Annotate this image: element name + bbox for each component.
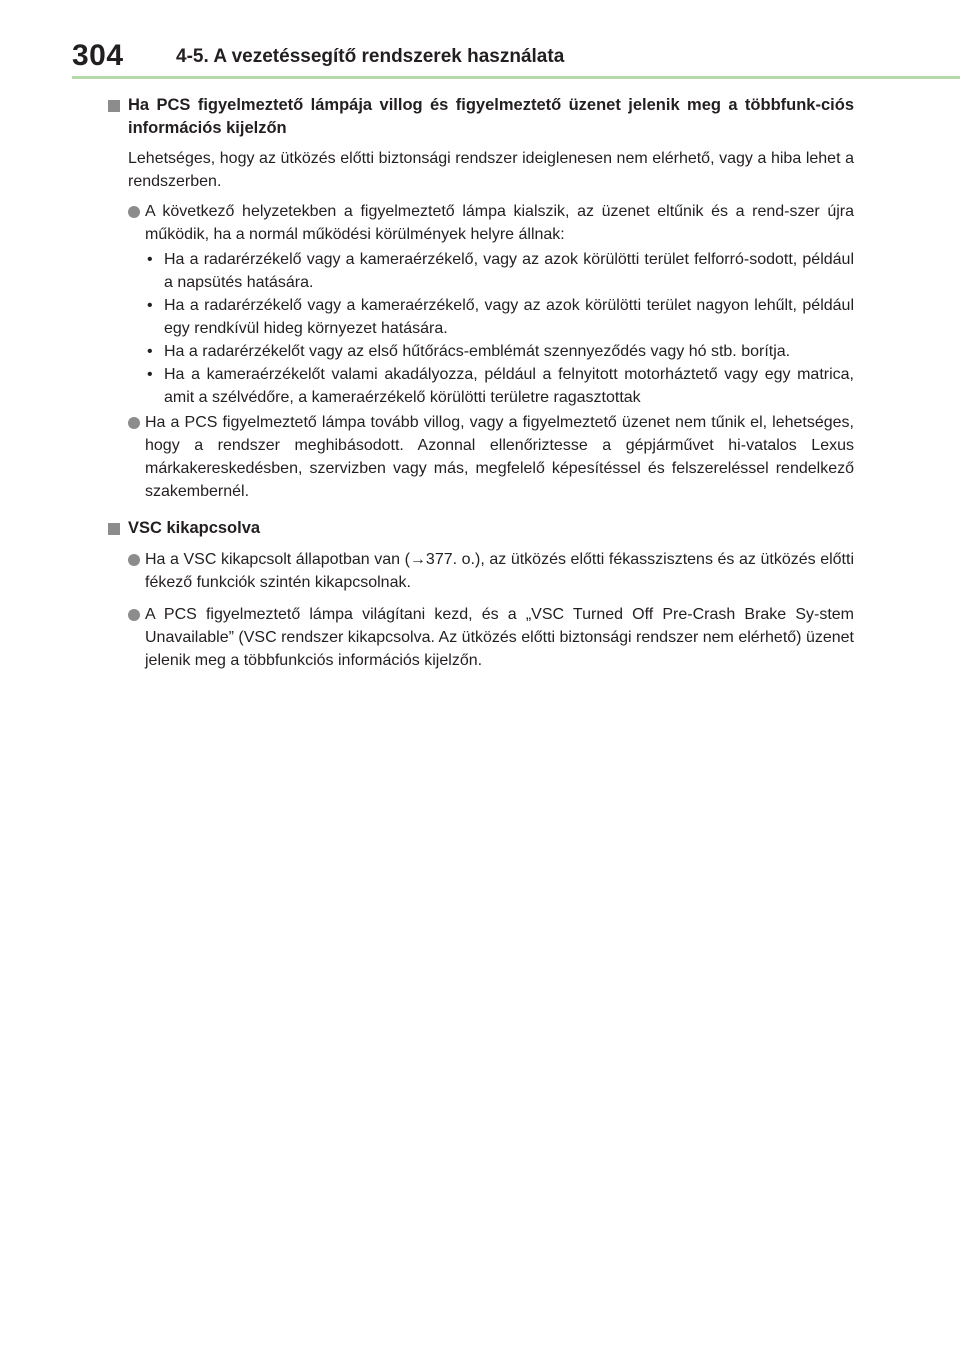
small-bullet-icon: • [147, 343, 153, 360]
small-bullet-icon: • [147, 366, 153, 383]
page-number: 304 [72, 39, 124, 72]
list-item [128, 548, 854, 594]
sub-item-text: Ha a radarérzékelőt vagy az első hűtőrács-emblémát szennyeződés vagy hó stb. borítja. [164, 343, 791, 360]
square-bullet-icon [108, 523, 120, 535]
sub-list-item [145, 294, 854, 340]
circle-bullet-icon [128, 554, 140, 566]
list-item [128, 603, 854, 672]
square-bullet-icon [108, 100, 120, 112]
sub-list-item [145, 248, 854, 294]
sub-item-text: Ha a kameraérzékelőt valami akadályozza, például a felnyitott motorháztető vagy egy matrica, amit a szélvédőre, a kameraérzékelő körülötti területre ragasztottak [164, 366, 854, 406]
small-bullet-icon: • [147, 297, 153, 314]
sub-list-item [145, 340, 854, 363]
small-bullet-icon: • [147, 251, 153, 268]
section-heading-vsc-off [108, 517, 854, 540]
circle-bullet-icon [128, 609, 140, 621]
list-item-text: Ha a VSC kikapcsolt állapotban van (→377. o.), az ütközés előtti fékasszisztens és az ütközés előtti fékező funkciók szintén kikapcsolnak. [145, 551, 854, 591]
page-header [0, 0, 960, 82]
circle-bullet-icon [128, 417, 140, 429]
list-item-text: Ha a PCS figyelmeztető lámpa tovább villog, vagy a figyelmeztető üzenet nem tűnik el, lehetséges, hogy a rendszer meghibásodott. Azonnal ellenőriztesse a gépjárművet hi-vatalos Lexus márkakereskedésben, szervizben vagy más, megfelelő képesítéssel és felszereléssel rendelkező szakembernél. [145, 414, 854, 500]
section-title: 4-5. A vezetéssegítő rendszerek használata [176, 46, 565, 67]
paragraph: Lehetséges, hogy az ütközés előtti biztonsági rendszer ideiglenesen nem elérhető, vagy a hiba lehet a rendszerben. [128, 150, 854, 190]
heading-text: Ha PCS figyelmeztető lámpája villog és figyelmeztető üzenet jelenik meg a többfunk-ciós információs kijelzőn [128, 96, 854, 137]
heading-text: VSC kikapcsolva [128, 519, 261, 537]
sub-list [145, 248, 854, 409]
sub-list-item [145, 363, 854, 409]
page-content [108, 94, 854, 672]
header-rule [72, 76, 960, 79]
section-heading-pcs-warning [108, 94, 854, 140]
list-item-text: A PCS figyelmeztető lámpa világítani kezd, és a „VSC Turned Off Pre-Crash Brake Sy-stem Unavailable” (VSC rendszer kikapcsolva. Az ütközés előtti biztonsági rendszer nem elérhető) üzenet jelenik meg a többfunkciós információs kijelzőn. [145, 606, 854, 669]
list-item-text: A következő helyzetekben a figyelmeztető lámpa kialszik, az üzenet eltűnik és a rend-szer újra működik, ha a normál működési körülmények helyre állnak: [145, 203, 854, 243]
list-item [128, 200, 854, 246]
list-item [128, 411, 854, 503]
sub-item-text: Ha a radarérzékelő vagy a kameraérzékelő, vagy az azok körülötti terület felforró-sodott, például a napsütés hatására. [164, 251, 854, 291]
circle-bullet-icon [128, 206, 140, 218]
sub-item-text: Ha a radarérzékelő vagy a kameraérzékelő, vagy az azok körülötti terület nagyon lehűlt, például egy rendkívül hideg környezet hatására. [164, 297, 854, 337]
